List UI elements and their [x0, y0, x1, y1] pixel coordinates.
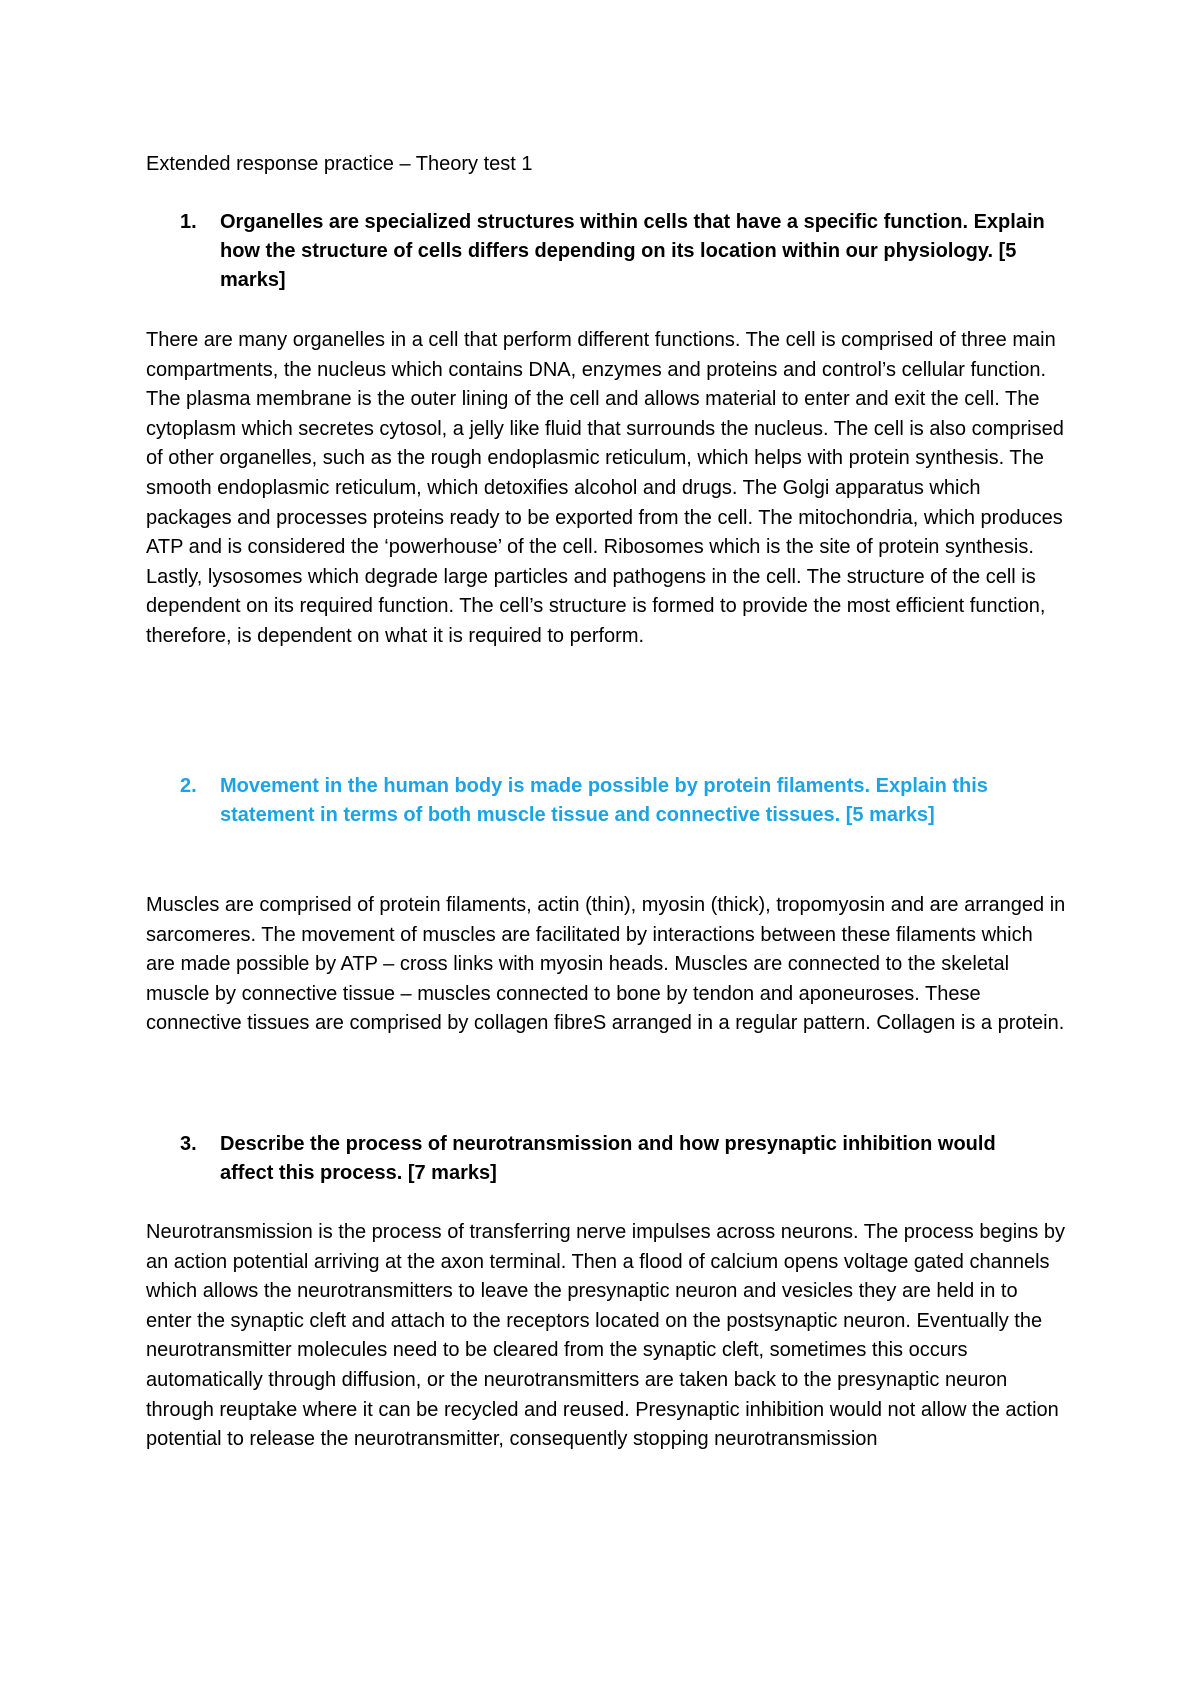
question-2: [146, 772, 1046, 830]
question-text: Describe the process of neurotransmission and how presynaptic inhibition would affect this process. [7 marks]: [220, 1133, 996, 1184]
question-number: 3.: [180, 1133, 197, 1155]
question-text: Movement in the human body is made possible by protein filaments. Explain this statement in terms of both muscle tissue and connective tissues. [5 marks]: [220, 775, 988, 826]
answer-3: Neurotransmission is the process of transferring nerve impulses across neurons. The process begins by an action potential arriving at the axon terminal. Then a flood of calcium opens voltage gated channels which allows the neurotransmitters to leave the presynaptic neuron and vesicles they are held in to enter the synaptic cleft and attach to the receptors located on the postsynaptic neuron. Eventually the neurotransmitter molecules need to be cleared from the synaptic cleft, sometimes this occurs automatically through diffusion, or the neurotransmitters are taken back to the presynaptic neuron through reuptake where it can be recycled and reused. Presynaptic inhibition would not allow the action potential to release the neurotransmitter, consequently stopping neurotransmission: [146, 1221, 1065, 1451]
question-number: 1.: [180, 211, 197, 233]
question-text: Organelles are specialized structures within cells that have a specific function. Explain how the structure of cells differs depending on its location within our physiology. [5 marks]: [220, 211, 1045, 291]
question-number: 2.: [180, 775, 197, 797]
question-1: [146, 208, 1046, 295]
answer-2: Muscles are comprised of protein filaments, actin (thin), myosin (thick), tropomyosin and are arranged in sarcomeres. The movement of muscles are facilitated by interactions between these filaments which are made possible by ATP – cross links with myosin heads. Muscles are connected to the skeletal muscle by connective tissue – muscles connected to bone by tendon and aponeuroses. These connective tissues are comprised by collagen fibreS arranged in a regular pattern. Collagen is a protein.: [146, 894, 1066, 1035]
question-3: [146, 1130, 1046, 1188]
document-title: Extended response practice – Theory test 1: [146, 153, 533, 175]
answer-1: There are many organelles in a cell that perform different functions. The cell is comprised of three main compartments, the nucleus which contains DNA, enzymes and proteins and control’s cellular function. The plasma membrane is the outer lining of the cell and allows material to enter and exit the cell. The cytoplasm which secretes cytosol, a jelly like fluid that surrounds the nucleus. The cell is also comprised of other organelles, such as the rough endoplasmic reticulum, which helps with protein synthesis. The smooth endoplasmic reticulum, which detoxifies alcohol and drugs. The Golgi apparatus which packages and processes proteins ready to be exported from the cell. The mitochondria, which produces ATP and is considered the ‘powerhouse’ of the cell. Ribosomes which is the site of protein synthesis. Lastly, lysosomes which degrade large particles and pathogens in the cell. The structure of the cell is dependent on its required function. The cell’s structure is formed to provide the most efficient function, therefore, is dependent on what it is required to perform.: [146, 329, 1064, 647]
